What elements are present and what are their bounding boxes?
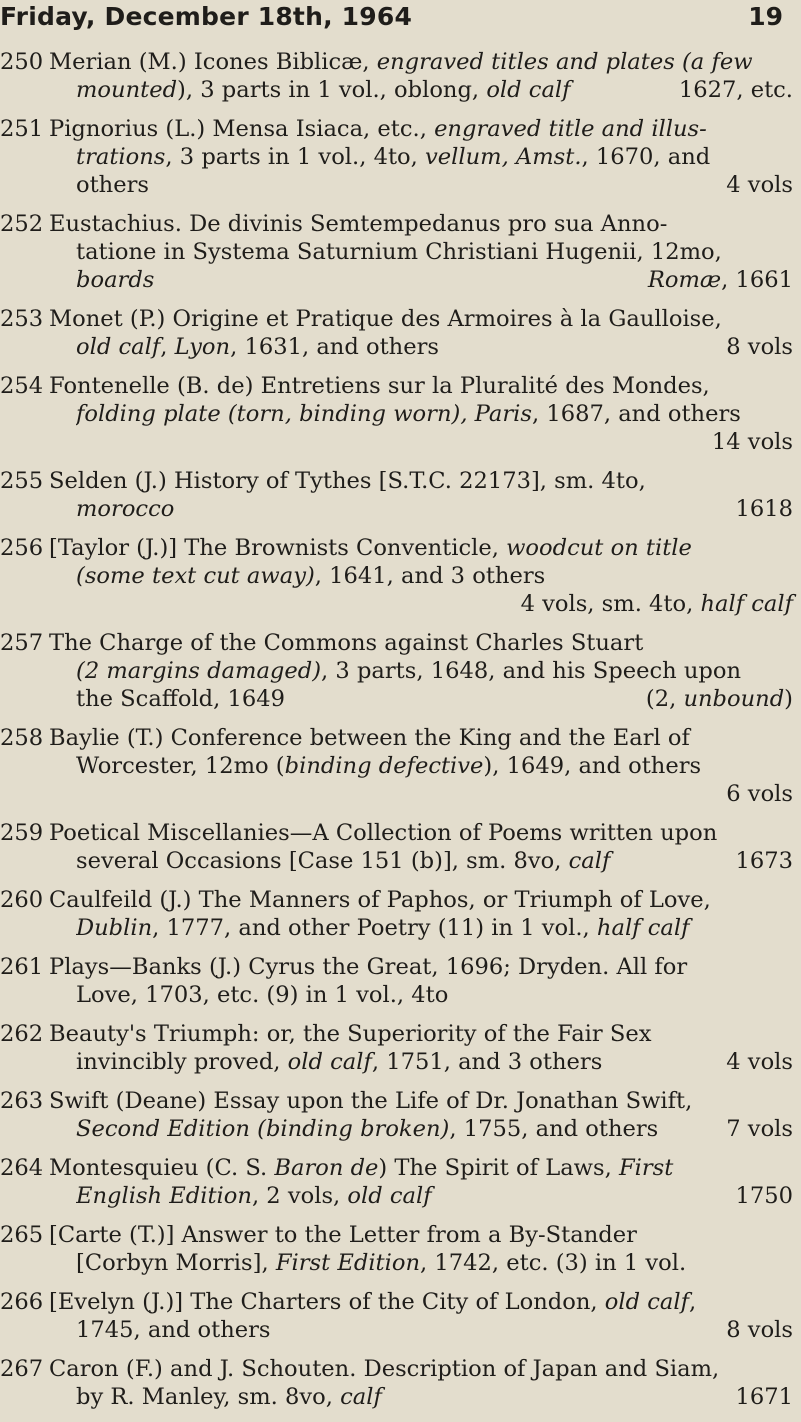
- page-title: Friday, December 18th, 1964: [0, 2, 413, 31]
- lot-entry: [0, 210, 801, 294]
- lot-text: tatione in Systema Saturnium Christiani Hugenii, 12mo,: [76, 239, 722, 265]
- lot-number: 258: [0, 725, 44, 751]
- lot-text: Second Edition (binding broken), 1755, and others: [76, 1116, 659, 1142]
- lot-line: [49, 1355, 801, 1383]
- lot-volume-note: 1673: [735, 848, 793, 874]
- lot-line: [76, 685, 801, 713]
- page-number: 19: [748, 2, 783, 31]
- lot-number: 265: [0, 1222, 44, 1248]
- lot-line: [76, 400, 801, 428]
- lot-line: [76, 847, 801, 875]
- lot-line: [76, 1115, 801, 1143]
- lot-text: by R. Manley, sm. 8vo, calf: [76, 1384, 382, 1410]
- lot-text: [Carte (T.)] Answer to the Letter from a By-Stander: [49, 1222, 637, 1248]
- lot-text: Fontenelle (B. de) Entretiens sur la Pluralité des Mondes,: [49, 373, 710, 399]
- lot-line: [76, 1249, 801, 1277]
- lot-text: Pignorius (L.) Mensa Isiaca, etc., engraved title and illus-: [49, 116, 707, 142]
- lot-text: Swift (Deane) Essay upon the Life of Dr. Jonathan Swift,: [49, 1088, 693, 1114]
- lot-number: 261: [0, 954, 44, 980]
- lot-number: 262: [0, 1021, 44, 1047]
- lot-entry: [0, 1087, 801, 1143]
- lot-volume-note: 6 vols: [726, 781, 793, 807]
- lot-number: 260: [0, 887, 44, 913]
- lot-text: [Corbyn Morris], First Edition, 1742, etc. (3) in 1 vol.: [76, 1250, 687, 1276]
- lot-text: English Edition, 2 vols, old calf: [76, 1183, 432, 1209]
- lot-line: [76, 495, 801, 523]
- lot-entry: [0, 534, 801, 618]
- lot-text: the Scaffold, 1649: [76, 686, 285, 712]
- lot-line: [49, 48, 801, 76]
- lot-entry: [0, 1020, 801, 1076]
- lot-text: (some text cut away), 1641, and 3 others: [76, 563, 546, 589]
- lot-text: trations, 3 parts in 1 vol., 4to, vellum, Amst., 1670, and: [76, 144, 711, 170]
- lot-text: The Charge of the Commons against Charles Stuart: [49, 630, 644, 656]
- lot-entry: [0, 953, 801, 1009]
- lot-number: 254: [0, 373, 44, 399]
- lot-line: [76, 1316, 801, 1344]
- lot-entry: [0, 886, 801, 942]
- lot-line: [76, 981, 801, 1009]
- lot-line: [76, 1383, 801, 1411]
- lot-line: [76, 780, 801, 808]
- lot-volume-note: Romæ, 1661: [647, 267, 793, 293]
- lot-text: invincibly proved, old calf, 1751, and 3 others: [76, 1049, 603, 1075]
- lot-number: 251: [0, 116, 44, 142]
- lot-text: Caulfeild (J.) The Manners of Paphos, or Triumph of Love,: [49, 887, 711, 913]
- lot-line: [76, 1182, 801, 1210]
- lot-text: Caron (F.) and J. Schouten. Description of Japan and Siam,: [49, 1356, 720, 1382]
- lot-text: Poetical Miscellanies—A Collection of Poems written upon: [49, 820, 718, 846]
- lot-volume-note: 1627, etc.: [678, 77, 793, 103]
- lot-line: [49, 886, 801, 914]
- lot-text: (2 margins damaged), 3 parts, 1648, and his Speech upon: [76, 658, 742, 684]
- lot-number: 255: [0, 468, 44, 494]
- lot-line: [49, 1154, 801, 1182]
- lot-number: 253: [0, 306, 44, 332]
- lot-line: [76, 76, 801, 104]
- lot-number: 264: [0, 1155, 44, 1181]
- lot-entry: [0, 1288, 801, 1344]
- lot-line: [49, 305, 801, 333]
- lot-line: [76, 171, 801, 199]
- lot-volume-note: 8 vols: [726, 1317, 793, 1343]
- lot-entry: [0, 372, 801, 456]
- lot-volume-note: 7 vols: [726, 1116, 793, 1142]
- lot-entry: [0, 115, 801, 199]
- lot-number: 250: [0, 49, 44, 75]
- lot-line: [49, 210, 801, 238]
- lot-entry: [0, 819, 801, 875]
- lot-number: 263: [0, 1088, 44, 1114]
- lot-entry: [0, 1221, 801, 1277]
- lot-number: 252: [0, 211, 44, 237]
- lot-text: others: [76, 172, 149, 198]
- lot-line: [49, 724, 801, 752]
- lot-line: [49, 629, 801, 657]
- lot-line: [76, 238, 801, 266]
- lot-volume-note: 14 vols: [711, 429, 793, 455]
- lot-volume-note: (2, unbound): [645, 686, 793, 712]
- lot-number: 257: [0, 630, 44, 656]
- lot-text: Eustachius. De divinis Semtempedanus pro sua Anno-: [49, 211, 668, 237]
- lot-text: [Evelyn (J.)] The Charters of the City of London, old calf,: [49, 1289, 697, 1315]
- lot-line: [76, 657, 801, 685]
- lot-text: [Taylor (J.)] The Brownists Conventicle, woodcut on title: [49, 535, 692, 561]
- lot-text: several Occasions [Case 151 (b)], sm. 8vo, calf: [76, 848, 611, 874]
- lot-number: 256: [0, 535, 44, 561]
- lot-text: Beauty's Triumph: or, the Superiority of the Fair Sex: [49, 1021, 652, 1047]
- lot-text: mounted), 3 parts in 1 vol., oblong, old calf: [76, 77, 571, 103]
- lot-line: [49, 372, 801, 400]
- lot-text: folding plate (torn, binding worn), Paris, 1687, and others: [76, 401, 741, 427]
- lot-number: 267: [0, 1356, 44, 1382]
- lot-text: boards: [76, 267, 155, 293]
- lot-text: Montesquieu (C. S. Baron de) The Spirit of Laws, First: [49, 1155, 674, 1181]
- lot-line: [76, 562, 801, 590]
- lot-volume-note: 4 vols: [726, 1049, 793, 1075]
- lot-entry: [0, 1154, 801, 1210]
- lot-text: 1745, and others: [76, 1317, 271, 1343]
- lot-volume-note: 8 vols: [726, 334, 793, 360]
- lot-line: [76, 752, 801, 780]
- lot-entry: [0, 48, 801, 104]
- lot-line: [76, 590, 801, 618]
- lot-line: [49, 1020, 801, 1048]
- lot-entry: [0, 467, 801, 523]
- lot-line: [49, 115, 801, 143]
- lot-line: [76, 143, 801, 171]
- lot-text: Selden (J.) History of Tythes [S.T.C. 22173], sm. 4to,: [49, 468, 646, 494]
- lot-text: Baylie (T.) Conference between the King and the Earl of: [49, 725, 690, 751]
- lot-line: [49, 1221, 801, 1249]
- lot-line: [49, 534, 801, 562]
- lot-line: [76, 266, 801, 294]
- lot-number: 266: [0, 1289, 44, 1315]
- lot-text: Merian (M.) Icones Biblicæ, engraved titles and plates (a few: [49, 49, 753, 75]
- lot-entry: [0, 724, 801, 808]
- lot-text: Monet (P.) Origine et Pratique des Armoires à la Gaulloise,: [49, 306, 722, 332]
- lot-line: [49, 953, 801, 981]
- page-header: [0, 0, 801, 52]
- lot-volume-note: 1671: [735, 1384, 793, 1410]
- lot-line: [49, 1288, 801, 1316]
- lot-text: old calf, Lyon, 1631, and others: [76, 334, 439, 360]
- lot-line: [49, 467, 801, 495]
- lot-line: [76, 428, 801, 456]
- lot-entry: [0, 305, 801, 361]
- lot-number: 259: [0, 820, 44, 846]
- lot-text: Plays—Banks (J.) Cyrus the Great, 1696; Dryden. All for: [49, 954, 688, 980]
- lot-text: Worcester, 12mo (binding defective), 1649, and others: [76, 753, 702, 779]
- lot-line: [49, 1087, 801, 1115]
- lot-line: [76, 914, 801, 942]
- lot-volume-note: 1750: [735, 1183, 793, 1209]
- lot-text: morocco: [76, 496, 175, 522]
- lot-volume-note: 4 vols, sm. 4to, half calf: [520, 591, 793, 617]
- lot-text: Dublin, 1777, and other Poetry (11) in 1 vol., half calf: [76, 915, 690, 941]
- lot-volume-note: 4 vols: [726, 172, 793, 198]
- lot-list: [0, 48, 801, 1422]
- lot-line: [76, 333, 801, 361]
- lot-entry: [0, 1355, 801, 1411]
- lot-volume-note: 1618: [735, 496, 793, 522]
- lot-text: Love, 1703, etc. (9) in 1 vol., 4to: [76, 982, 449, 1008]
- lot-entry: [0, 629, 801, 713]
- lot-line: [76, 1048, 801, 1076]
- lot-line: [49, 819, 801, 847]
